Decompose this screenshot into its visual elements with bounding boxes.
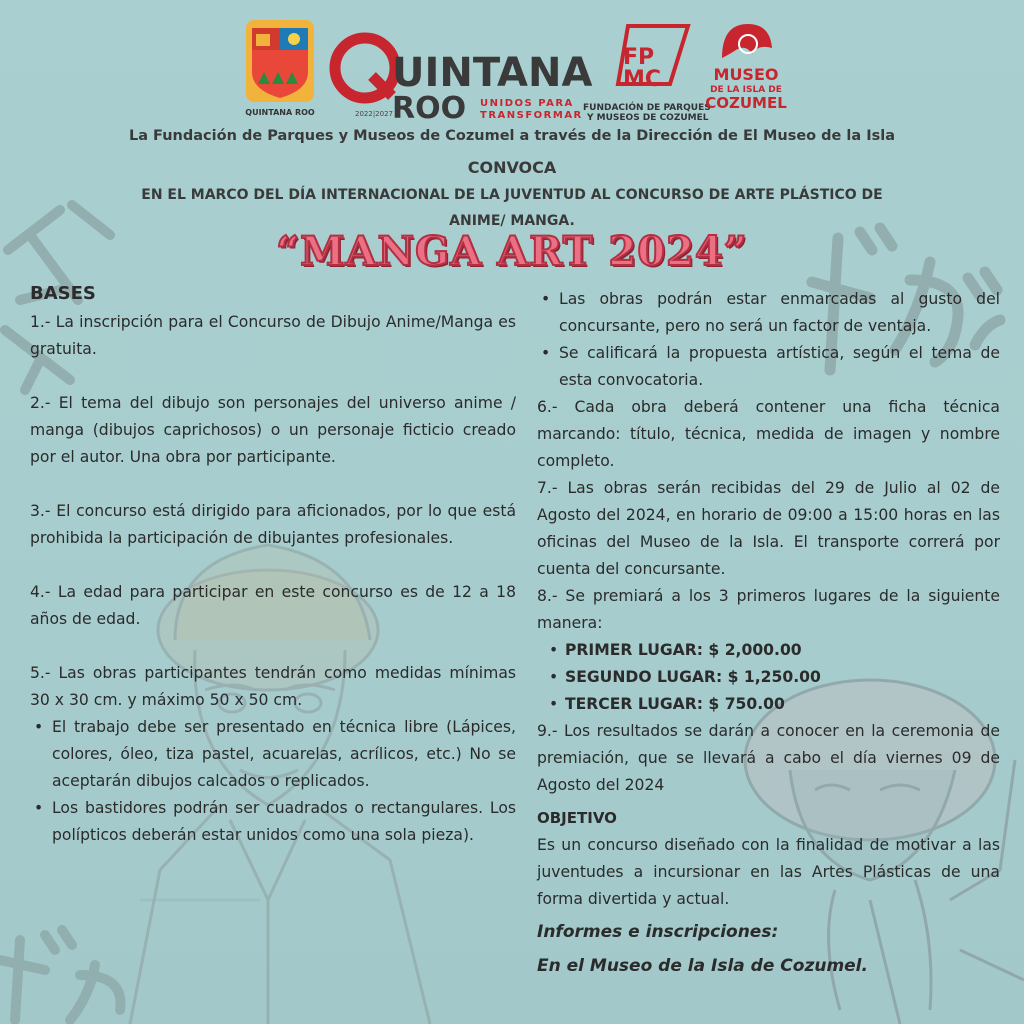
svg-text:FUNDACIÓN DE PARQUES: FUNDACIÓN DE PARQUES — [583, 103, 711, 113]
svg-text:QUINTANA ROO: QUINTANA ROO — [245, 108, 315, 117]
quintana-roo-brand-logo — [335, 38, 592, 126]
prize-third: • TERCER LUGAR: $ 750.00 — [549, 695, 785, 713]
institution-line: La Fundación de Parques y Museos de Cozumel a través de la Dirección de El Museo de la Isla — [128, 128, 896, 144]
bullet-evaluation: • Se calificará la propuesta artística, según el tema de esta convocatoria. — [541, 344, 1000, 389]
marco-line-1: EN EL MARCO DEL DÍA INTERNACIONAL DE LA JUVENTUD AL CONCURSO DE ARTE PLÁSTICO DE — [141, 187, 883, 203]
rule-9: 9.- Los resultados se darán a conocer en la ceremonia de premiación, que se llevará a cabo el día viernes 09 de Agosto del 2024 — [537, 722, 1000, 794]
objetivo-heading: OBJETIVO — [537, 809, 617, 827]
rule-4: 4.- La edad para participar en este concurso es de 12 a 18 años de edad. — [30, 583, 516, 628]
svg-text:TRANSFORMAR: TRANSFORMAR — [480, 110, 583, 121]
rule-5-bullet-technique: • El trabajo debe ser presentado en técnica libre (Lápices, colores, óleo, tiza pastel, acuarelas, acrílicos, etc.) No se aceptarán dibujos calcados o replicados. — [34, 718, 516, 790]
svg-text:FP: FP — [623, 45, 655, 70]
rule-2: 2.- El tema del dibujo son personajes del universo anime / manga (dibujos caprichosos) o un personaje ficticio creado por el autor. Una obra por participante. — [30, 394, 516, 466]
bullet-framing: • Las obras podrán estar enmarcadas al gusto del concursante, pero no será un factor de ventaja. — [541, 290, 1000, 335]
svg-text:Y MUSEOS DE COZUMEL: Y MUSEOS DE COZUMEL — [587, 113, 709, 123]
contest-title: “MANGA ART 2024” — [276, 228, 748, 275]
rule-3: 3.- El concurso está dirigido para aficionados, por lo que está prohibida la participación de dibujantes profesionales. — [30, 502, 516, 547]
prize-first: • PRIMER LUGAR: $ 2,000.00 — [549, 641, 802, 659]
svg-text:MUSEO: MUSEO — [713, 65, 779, 84]
marco-line-2: ANIME/ MANGA. — [449, 213, 575, 229]
convoca-heading: CONVOCA — [467, 158, 557, 177]
right-column — [537, 286, 1000, 981]
svg-text:2022|2027: 2022|2027 — [355, 110, 393, 118]
svg-text:UNIDOS PARA: UNIDOS PARA — [480, 98, 574, 109]
informes-location: En el Museo de la Isla de Cozumel. — [537, 956, 868, 976]
rule-8: 8.- Se premiará a los 3 primeros lugares de la siguiente manera: — [537, 587, 1000, 632]
rule-5: 5.- Las obras participantes tendrán como medidas mínimas 30 x 30 cm. y máximo 50 x 50 cm. — [30, 664, 516, 709]
logo-row — [0, 14, 1024, 126]
bases-heading: BASES — [30, 283, 96, 304]
rule-1: 1.- La inscripción para el Concurso de Dibujo Anime/Manga es gratuita. — [30, 313, 516, 358]
sfx-strokes-bottom-left — [0, 930, 121, 1020]
fpmc-logo — [583, 26, 711, 123]
svg-text:MC: MC — [623, 67, 662, 92]
svg-text:DE LA ISLA DE: DE LA ISLA DE — [710, 85, 782, 95]
informes-heading: Informes e inscripciones: — [537, 922, 779, 942]
objetivo-text: Es un concurso diseñado con la finalidad de motivar a las juventudes a incursionar en las Artes Plásticas de una forma divertida y actual. — [537, 836, 1000, 908]
museo-isla-logo — [705, 24, 787, 112]
svg-text:ROO: ROO — [392, 91, 467, 126]
svg-text:COZUMEL: COZUMEL — [705, 94, 787, 112]
rule-5-bullet-frames: • Los bastidores podrán ser cuadrados o rectangulares. Los polípticos deberán estar unidos como una sola pieza). — [34, 799, 516, 844]
rule-7: 7.- Las obras serán recibidas del 29 de Julio al 02 de Agosto del 2024, en horario de 09:00 a 15:00 horas en las oficinas del Museo de la Isla. El transporte correrá por cuenta del concursante. — [537, 479, 1000, 578]
left-column — [30, 282, 516, 849]
quintana-roo-shield-logo — [245, 20, 315, 117]
svg-text:UINTANA: UINTANA — [392, 50, 593, 96]
rule-6: 6.- Cada obra deberá contener una ficha técnica marcando: título, técnica, medida de imagen y nombre completo. — [537, 398, 1000, 470]
prize-second: • SEGUNDO LUGAR: $ 1,250.00 — [549, 668, 821, 686]
